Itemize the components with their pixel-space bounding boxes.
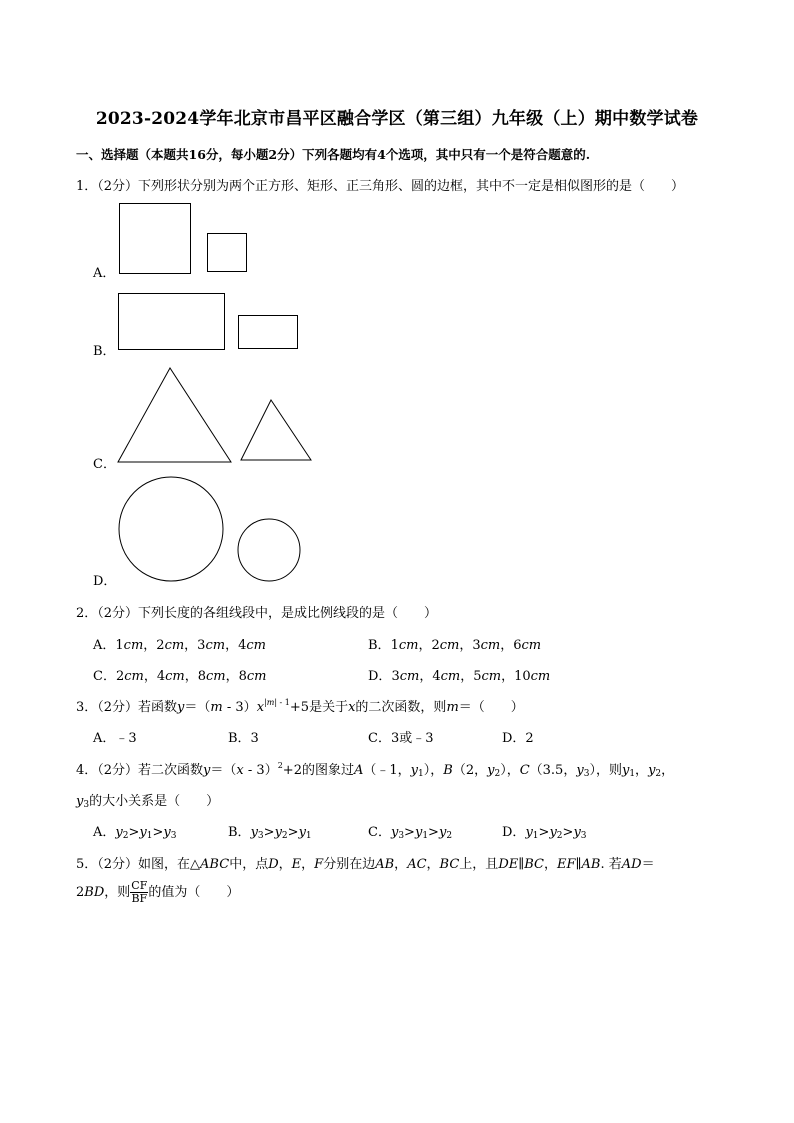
q4-option-a: A．$y_2>y_1>y_3$ [93, 825, 177, 841]
question-5-stem-line2: 2BD，则 $\frac{CF}{BF}$ 的值为（ ） [76, 879, 240, 905]
q4-option-c: C．$y_3>y_1>y_2$ [368, 825, 453, 841]
small-triangle-shape [241, 400, 311, 460]
q2-option-a: A．1cm，2cm，3cm，4cm [93, 638, 266, 653]
small-circle-shape [238, 519, 300, 581]
question-2-stem: 2．（2分）下列长度的各组线段中，是成比例线段的是（ ） [76, 606, 438, 621]
q2-option-c: C．2cm，4cm，8cm，8cm [93, 669, 267, 684]
question-3-stem: 3．（2分）若函数$y=(m - 3)x^{|m|}$ $^{- 1}$+5是关于x的二次函数，则m＝（ ） [76, 698, 524, 715]
q4-option-d: D．$y_1>y_2>y_3$ [502, 825, 587, 841]
q2-option-d: D．3cm，4cm，5cm，10cm [368, 669, 551, 684]
q3-option-d: D．2 [502, 731, 534, 746]
q3-option-c: C．3或﹣3 [368, 731, 434, 746]
q3-option-b: B．3 [228, 731, 259, 746]
large-triangle-shape [118, 368, 231, 462]
q1-option-c-label: C． [93, 457, 116, 472]
question-4-stem: 4．（2分）若二次函数y＝（x - 3）$^2$+2的图象过A（﹣1，$y_1$），B（2，$y_2$），C（3.5，$y_3$），则$y_1$，$y_2$， [76, 761, 675, 779]
q1-option-d-label: D． [93, 574, 117, 589]
question-5-stem: 5．（2分）如图，在△ABC中，点D，E，F分别在边AB，AC，BC上，且DE∥BC，EF∥AB. 若AD＝ [76, 857, 655, 872]
q4-option-b: B．$y_3>y_2>y_1$ [228, 825, 312, 841]
fraction-cf-over-bf: $\frac{CF}{BF}$ [131, 879, 148, 905]
q3-option-a: A．﹣3 [93, 731, 137, 746]
q2-option-b: B．1cm，2cm，3cm，6cm [368, 638, 542, 653]
q1-option-b-label: B． [93, 344, 116, 359]
question-1-stem: 1．（2分）下列形状分别为两个正方形、矩形、正三角形、圆的边框，其中不一定是相似图形的是（ ） [76, 179, 685, 194]
large-circle-shape [119, 477, 223, 581]
section-heading: 一、选择题（本题共16分，每小题2分）下列各题均有4个选项，其中只有一个是符合题意的. [76, 147, 591, 162]
page-title: 2023-2024学年北京市昌平区融合学区（第三组）九年级（上）期中数学试卷 [95, 109, 699, 129]
q1-option-a-label: A． [93, 266, 116, 281]
question-4-stem-line2: $y_3$的大小关系是（ ） [76, 794, 220, 810]
